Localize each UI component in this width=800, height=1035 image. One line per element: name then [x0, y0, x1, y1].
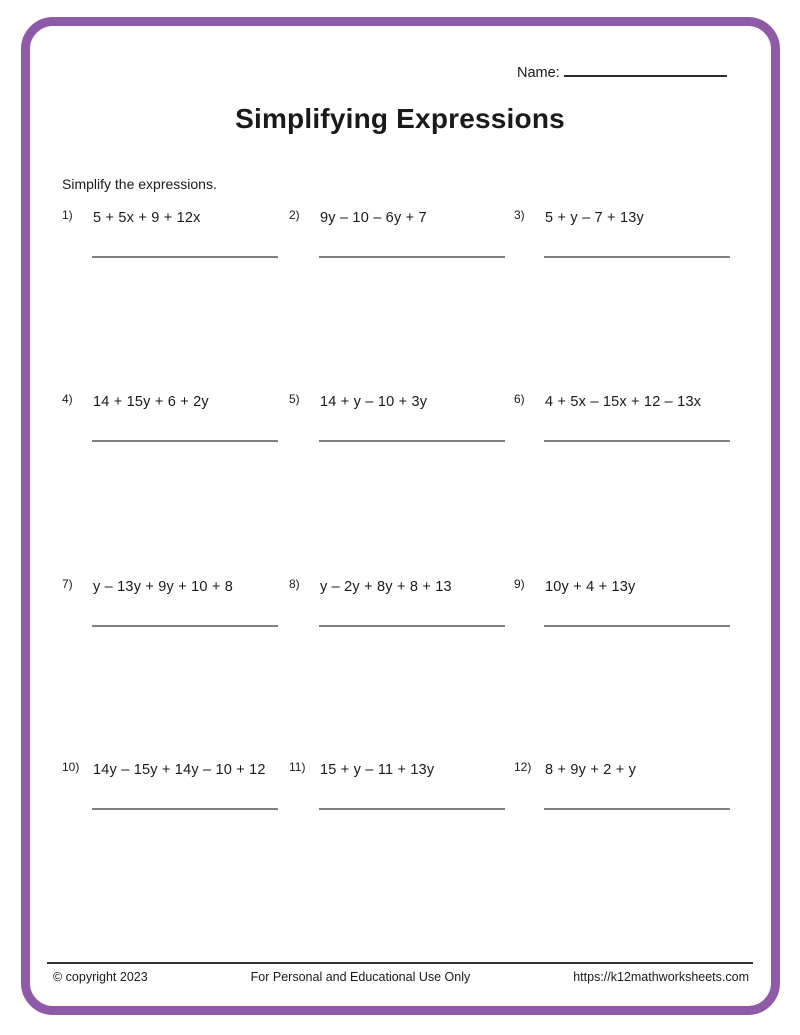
problem-6	[514, 392, 734, 452]
problem-expression: 5 + 5x + 9 + 12x	[93, 210, 201, 226]
problem-2	[289, 208, 509, 268]
answer-line[interactable]	[92, 808, 278, 810]
page-title: Simplifying Expressions	[235, 103, 565, 134]
problem-expression: 14 + 15y + 6 + 2y	[93, 394, 209, 410]
answer-line[interactable]	[319, 625, 505, 627]
problem-expression: y – 13y + 9y + 10 + 8	[93, 579, 234, 595]
problem-expression: 9y – 10 – 6y + 7	[320, 210, 427, 226]
problem-9	[514, 577, 734, 637]
name-label: Name:	[517, 65, 560, 81]
footer-divider	[47, 962, 753, 964]
page-border-frame	[21, 17, 780, 1015]
instruction-text: Simplify the expressions.	[62, 176, 217, 192]
problem-10	[62, 760, 282, 820]
footer-usage: For Personal and Educational Use Only	[250, 970, 471, 984]
name-row	[517, 60, 727, 81]
problem-number: 8)	[289, 577, 300, 591]
problem-number: 12)	[514, 760, 532, 774]
problem-number: 11)	[289, 760, 306, 774]
problem-expression: 14 + y – 10 + 3y	[320, 394, 428, 410]
problem-expression: 4 + 5x – 15x + 12 – 13x	[545, 394, 702, 410]
footer-url[interactable]: https://k12mathworksheets.com	[573, 970, 749, 984]
problem-expression: 14y – 15y + 14y – 10 + 12	[93, 762, 266, 778]
answer-line[interactable]	[544, 808, 730, 810]
problem-expression: y – 2y + 8y + 8 + 13	[320, 579, 452, 595]
problem-8	[289, 577, 509, 637]
problem-expression: 8 + 9y + 2 + y	[545, 762, 637, 778]
problem-expression: 5 + y – 7 + 13y	[545, 210, 644, 226]
problem-number: 1)	[62, 208, 73, 222]
answer-line[interactable]	[319, 808, 505, 810]
problem-number: 4)	[62, 392, 73, 406]
problem-7	[62, 577, 282, 637]
answer-line[interactable]	[92, 625, 278, 627]
problem-12	[514, 760, 734, 820]
answer-line[interactable]	[319, 440, 505, 442]
answer-line[interactable]	[92, 440, 278, 442]
footer-copyright: © copyright 2023	[53, 970, 148, 984]
answer-line[interactable]	[92, 256, 278, 258]
problem-3	[514, 208, 734, 268]
problem-number: 3)	[514, 208, 525, 222]
problem-number: 10)	[62, 760, 80, 774]
problem-5	[289, 392, 509, 452]
name-blank-line[interactable]	[564, 60, 727, 77]
answer-line[interactable]	[544, 440, 730, 442]
problem-expression: 10y + 4 + 13y	[545, 579, 636, 595]
answer-line[interactable]	[544, 256, 730, 258]
problem-number: 7)	[62, 577, 73, 591]
problem-4	[62, 392, 282, 452]
problem-11	[289, 760, 509, 820]
problem-number: 6)	[514, 392, 525, 406]
problem-number: 9)	[514, 577, 525, 591]
footer	[53, 970, 749, 984]
problem-1	[62, 208, 282, 268]
problem-expression: 15 + y – 11 + 13y	[320, 762, 435, 778]
problem-number: 5)	[289, 392, 300, 406]
answer-line[interactable]	[544, 625, 730, 627]
problem-number: 2)	[289, 208, 300, 222]
answer-line[interactable]	[319, 256, 505, 258]
